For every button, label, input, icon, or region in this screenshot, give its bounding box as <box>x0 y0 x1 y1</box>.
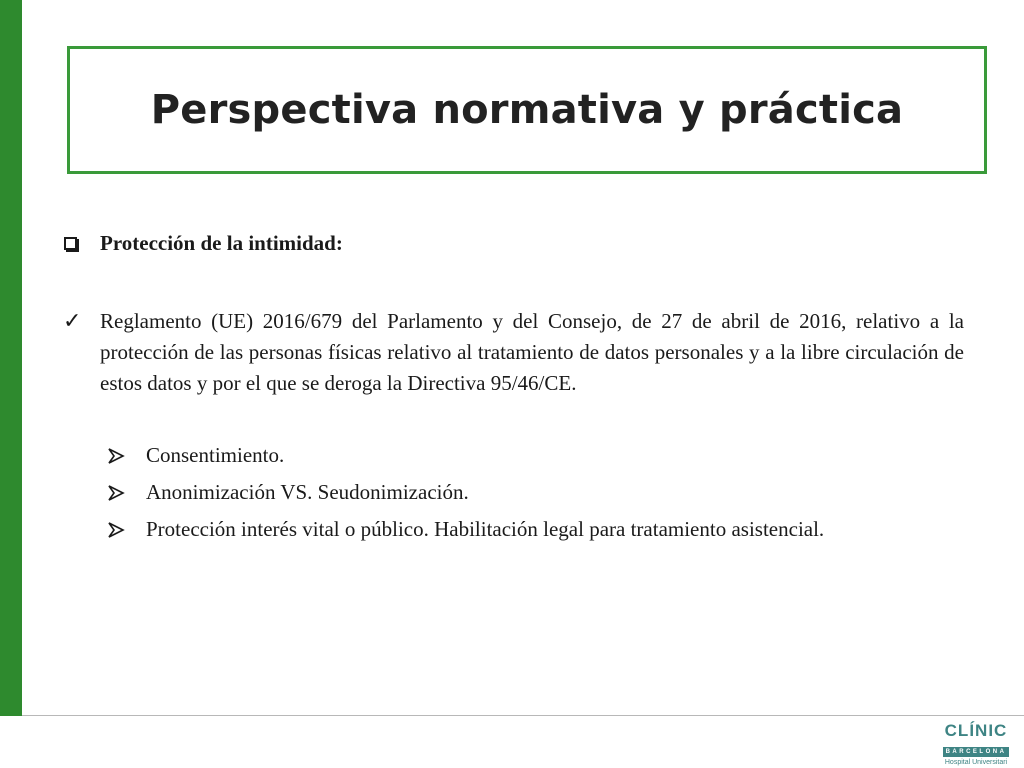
arrowhead-icon <box>107 477 146 508</box>
section-heading-row <box>62 228 964 259</box>
list-item <box>107 514 964 545</box>
subpoint-text: Consentimiento. <box>146 443 285 467</box>
title-box <box>67 46 987 174</box>
clinic-logo <box>940 722 1012 764</box>
arrowhead-icon <box>107 514 146 545</box>
regulation-row <box>62 306 964 399</box>
checkbox-square-icon <box>62 228 100 259</box>
logo-city: BARCELONA <box>943 747 1010 757</box>
logo-name: CLÍNIC <box>944 721 1008 740</box>
arrowhead-icon <box>107 440 146 471</box>
footer-divider <box>22 715 1024 716</box>
section-heading: Protección de la intimidad: <box>100 231 343 255</box>
left-accent-bar <box>0 0 22 716</box>
subpoint-text: Protección interés vital o público. Habilitación legal para tratamiento asistencial. <box>146 517 825 541</box>
subpoint-text: Anonimización VS. Seudonimización. <box>146 480 469 504</box>
checkmark-icon: ✓ <box>63 309 82 334</box>
list-item <box>107 477 964 508</box>
regulation-text: Reglamento (UE) 2016/679 del Parlamento y del Consejo, de 27 de abril de 2016, relativo a la protección de las personas físicas relativo al tratamiento de datos personales y a la libre circulación de estos datos y por el que se deroga la Directiva 95/46/CE. <box>100 309 964 395</box>
slide-title: Perspectiva normativa y práctica <box>150 87 904 133</box>
slide-content <box>62 228 964 545</box>
subpoint-list <box>62 440 964 545</box>
list-item <box>107 440 964 471</box>
logo-subtitle: Hospital Universitari <box>944 759 1008 766</box>
